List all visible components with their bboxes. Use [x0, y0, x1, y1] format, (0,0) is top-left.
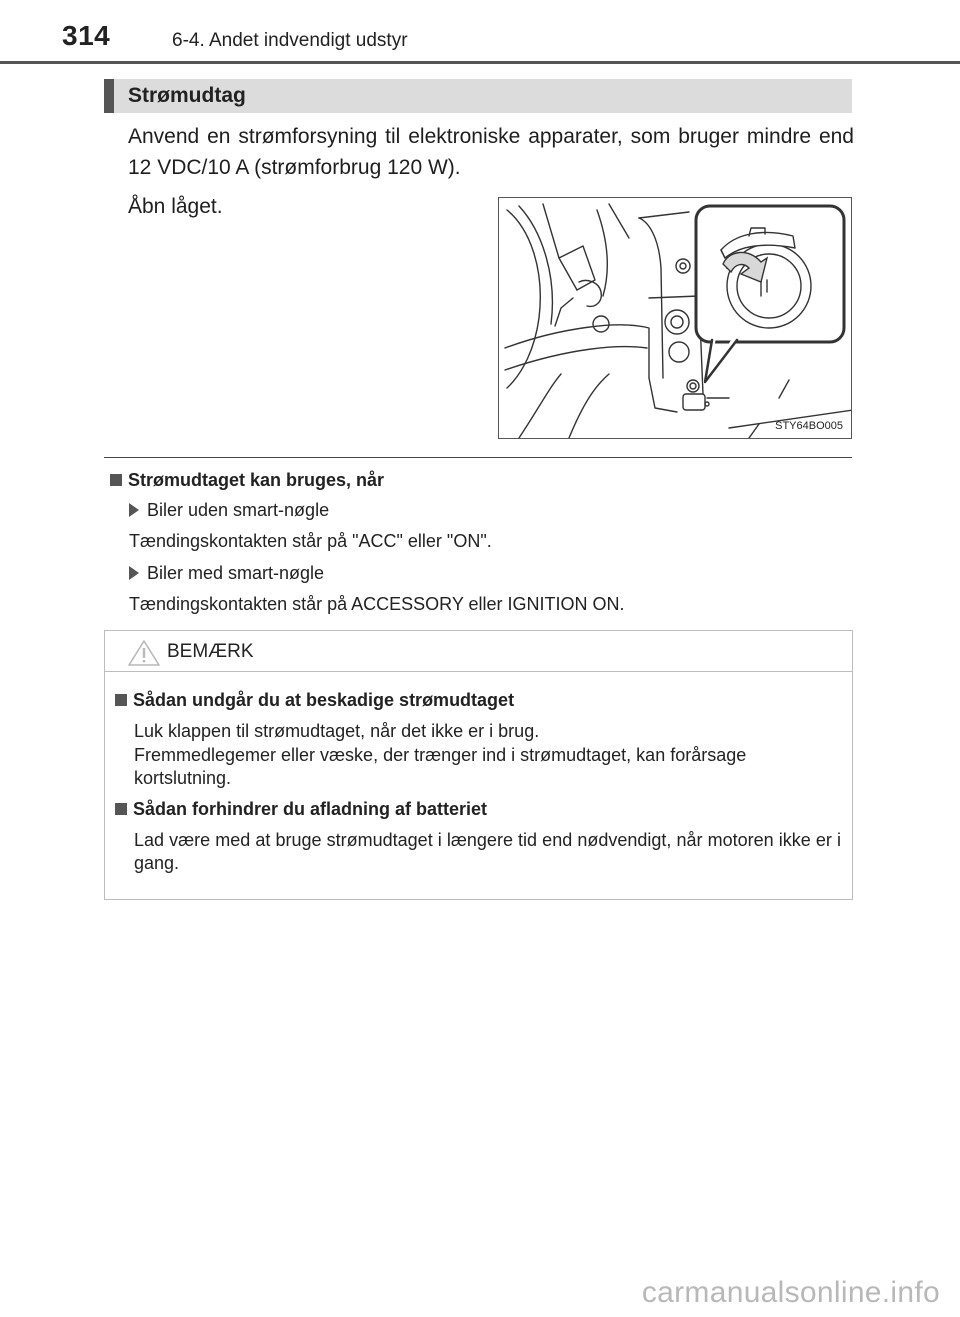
- notice-box: [104, 630, 853, 900]
- triangle-bullet-icon: [129, 503, 139, 517]
- section-divider: [104, 457, 852, 458]
- notice-label: BEMÆRK: [167, 641, 254, 662]
- condition-item-text: Tændingskontakten står på ACCESSORY eller IGNITION ON.: [129, 594, 625, 614]
- condition-title-text: Biler med smart-nøgle: [147, 563, 325, 583]
- notice-item-title: [115, 690, 514, 711]
- step-text: Åbn låget.: [128, 195, 223, 218]
- notice-text: Luk klappen til strømudtaget, når det ikke er i brug.: [134, 721, 540, 741]
- conditions-heading-text: Strømudtaget kan bruges, når: [128, 470, 385, 490]
- page-number: 314: [62, 20, 111, 51]
- intro-paragraph: Anvend en strømforsyning til elektroniske apparater, som bruger mindre end 12 VDC/10 A (strømforbrug 120 W).: [128, 125, 854, 179]
- heading-text: Strømudtag: [128, 84, 246, 107]
- condition-title-text: Biler uden smart-nøgle: [147, 500, 330, 520]
- square-bullet-icon: [115, 694, 127, 706]
- notice-text: Lad være med at bruge strømudtaget i længere tid end nødvendigt, når motoren ikke er i gang.: [134, 830, 841, 873]
- section-heading: [104, 79, 852, 113]
- figure-code: STY64BO005: [775, 420, 843, 432]
- square-bullet-icon: [115, 803, 127, 815]
- notice-item-title-text: Sådan forhindrer du afladning af batteriet: [133, 799, 488, 819]
- notice-item-title: [115, 799, 487, 820]
- power-outlet-illustration: [499, 198, 852, 439]
- condition-item-text: Tændingskontakten står på "ACC" eller "ON".: [129, 531, 492, 551]
- triangle-bullet-icon: [129, 566, 139, 580]
- warning-icon: [127, 639, 161, 667]
- heading-bar: [104, 79, 114, 113]
- power-outlet-figure: [498, 197, 852, 439]
- watermark: carmanualsonline.info: [641, 1276, 940, 1309]
- conditions-heading: [110, 470, 384, 491]
- square-bullet-icon: [110, 474, 122, 486]
- notice-header: [105, 631, 852, 672]
- header-rule: [0, 61, 960, 64]
- section-title: 6-4. Andet indvendigt udstyr: [172, 30, 408, 51]
- notice-text: Fremmedlegemer eller væske, der trænger ind i strømudtaget, kan forårsage kortslutning.: [134, 745, 747, 788]
- notice-item-title-text: Sådan undgår du at beskadige strømudtaget: [133, 690, 515, 710]
- condition-item-title: [129, 500, 329, 521]
- condition-item-title: [129, 563, 324, 584]
